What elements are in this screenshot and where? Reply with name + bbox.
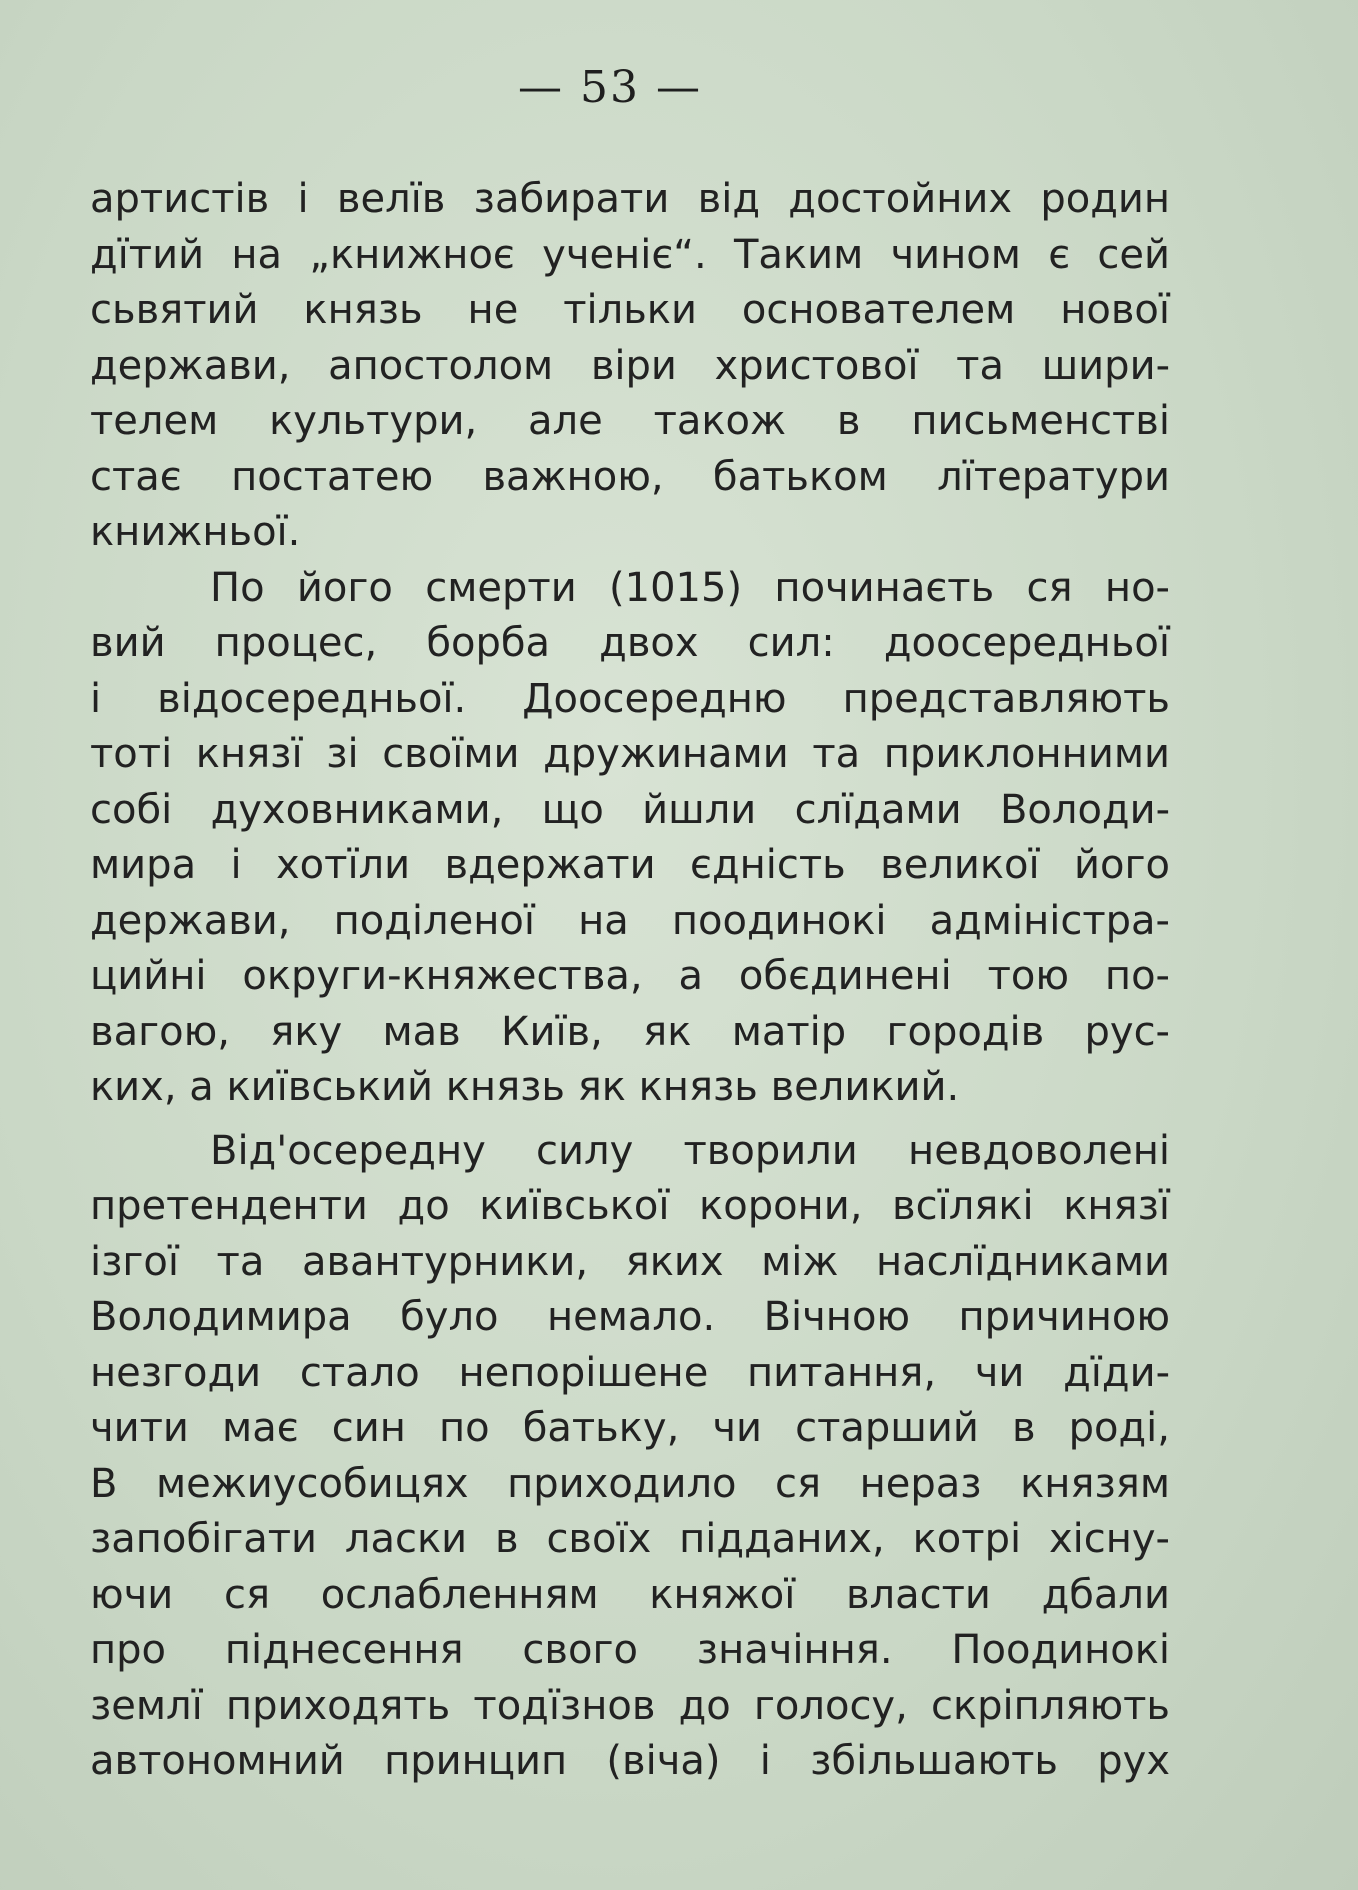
text-line: собі духовниками, що йшли слїдами Володи- [90, 786, 1170, 833]
text-line: стає постатею важною, батьком лїтератури [90, 453, 1170, 500]
text-line: цийні округи-княжества, а обєдинені тою по- [90, 953, 1170, 999]
paragraph-1 [90, 172, 1170, 561]
text-line: тоті князї зі своїми дружинами та приклонними [90, 731, 1170, 777]
paragraph-3 [90, 1124, 1170, 1790]
text-line: мира і хотїли вдержати єдність великої його [90, 842, 1170, 888]
text-line: сьвятий князь не тільки основателем нової [90, 287, 1170, 333]
text-line: телем культури, але також в письменстві [90, 398, 1170, 444]
text-line: В межиусобицях приходило ся нераз князям [90, 1460, 1170, 1507]
text-line: дїтий на „книжноє ученіє“. Таким чином є сей [90, 231, 1170, 278]
text-line: про піднесення свого значіння. Поодинокі [90, 1627, 1170, 1673]
text-line: артистів і велїв забирати від достойних родин [90, 176, 1170, 222]
text-line: По його смерти (1015) починаєть ся но- [210, 564, 1170, 611]
body-text [90, 172, 1170, 1790]
text-line: чити має син по батьку, чи старший в роді, [90, 1405, 1170, 1451]
text-line: вий процес, борба двох сил: доосередньої [90, 620, 1170, 666]
text-line: вагою, яку мав Київ, як матір городів рус- [90, 1008, 1170, 1055]
text-line: держави, поділеної на поодинокі адміністра- [90, 897, 1170, 944]
text-line: землї приходять тодїзнов до голосу, скріпляють [90, 1682, 1170, 1729]
text-line: ізгої та авантурники, яких між наслїдниками [90, 1238, 1170, 1285]
page-number: — 53 — [518, 62, 702, 113]
text-line: і відосередньої. Доосередню представляють [90, 675, 1170, 722]
text-line: запобігати ласки в своїх підданих, котрі хісну- [90, 1516, 1170, 1562]
text-line: ючи ся ослабленням княжої власти дбали [90, 1571, 1170, 1618]
text-line: держави, апостолом віри христової та шири- [90, 342, 1170, 389]
paragraph-2 [90, 561, 1170, 1116]
text-line: незгоди стало непорішене питання, чи дїди- [90, 1349, 1170, 1396]
text-line: книжньої. [90, 509, 301, 555]
text-line: ких, а київський князь як князь великий. [90, 1064, 960, 1110]
text-line: Володимира було немало. Вічною причиною [90, 1294, 1170, 1340]
text-line: Від'осередну силу творили невдоволені [210, 1127, 1170, 1174]
text-line: претенденти до київської корони, всїлякі князї [90, 1183, 1170, 1229]
text-line: автономний принцип (віча) і збільшають рух [90, 1738, 1170, 1784]
